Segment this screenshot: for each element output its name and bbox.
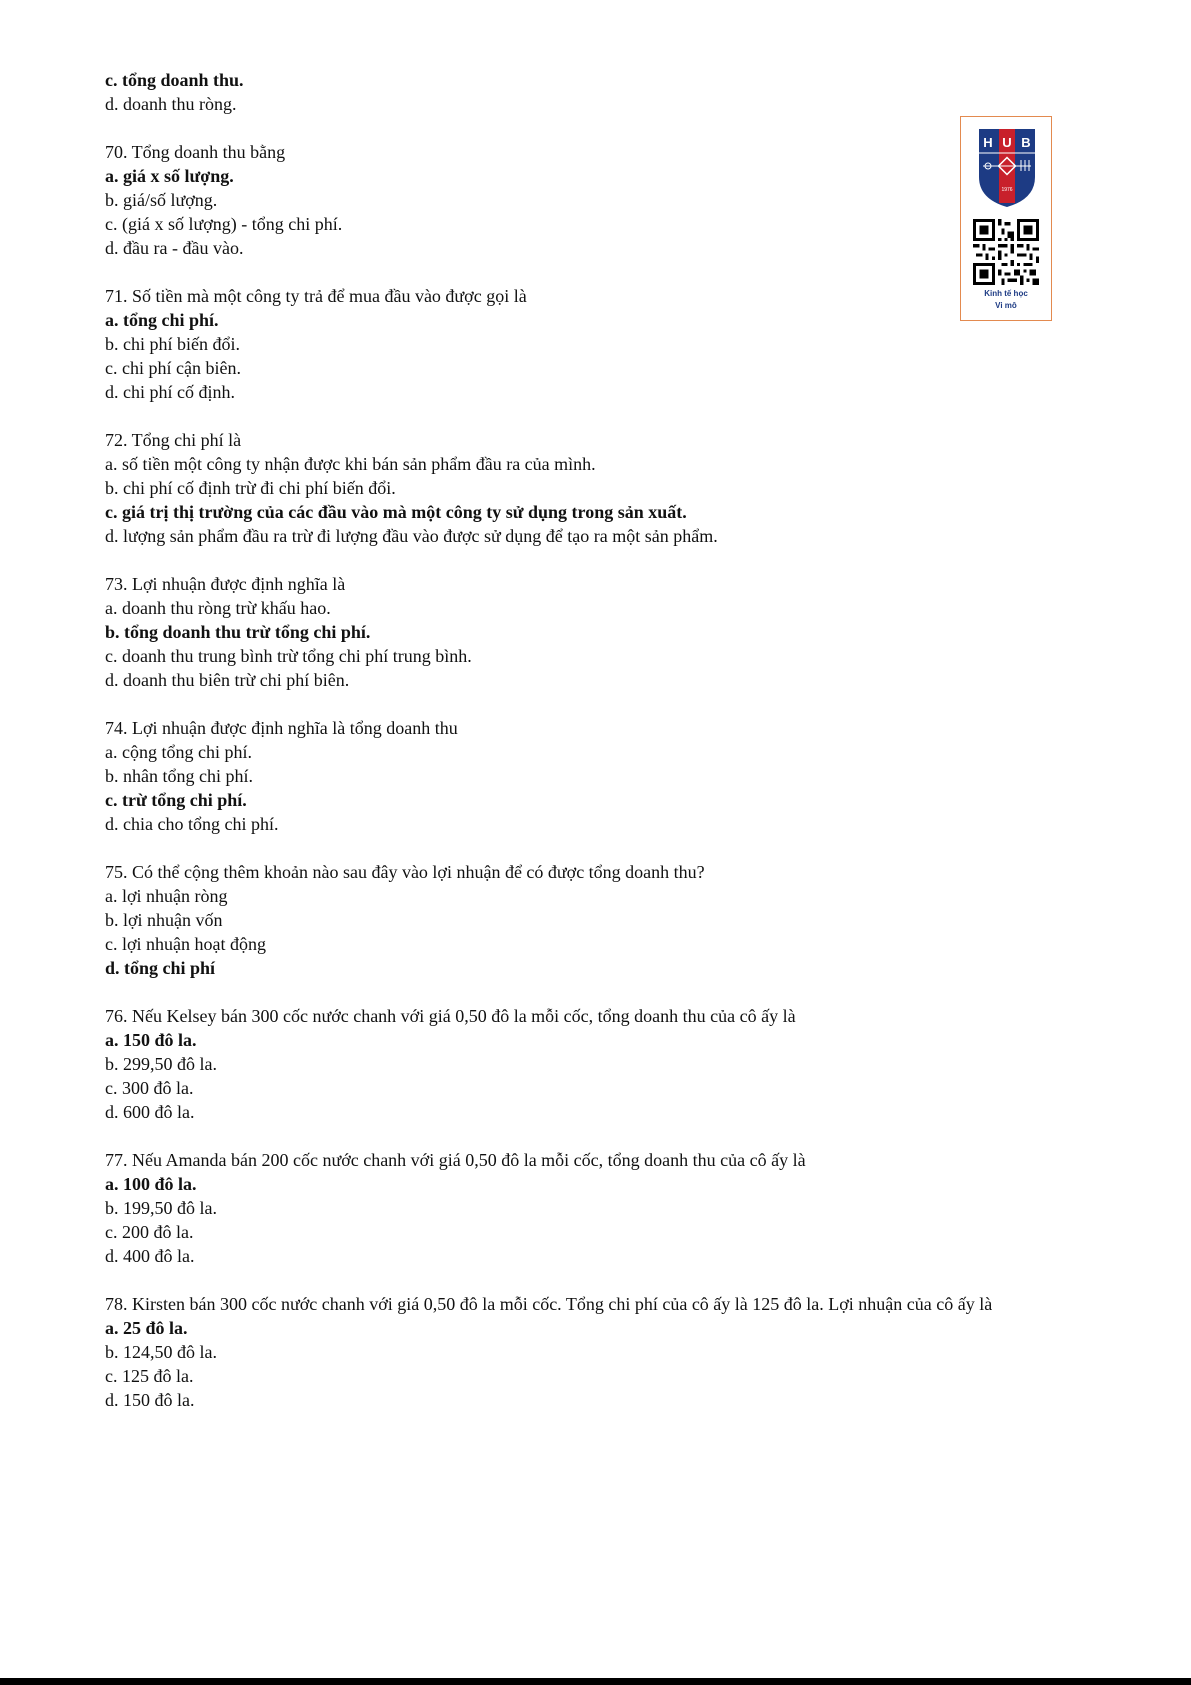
logo-letter-h: H <box>983 135 993 150</box>
q75-answer-b: b. lợi nhuận vốn <box>105 910 223 930</box>
q70-answer-c: c. (giá x số lượng) - tổng chi phí. <box>105 214 343 234</box>
q73-answer-a: a. doanh thu ròng trừ khấu hao. <box>105 598 331 618</box>
q77-answer-b: b. 199,50 đô la. <box>105 1198 217 1218</box>
question-78: 78. Kirsten bán 300 cốc nước chanh với giá 0,50 đô la mỗi cốc. Tổng chi phí của cô ấy là 125 đô la. Lợi nhuận của cô ấy là <box>105 1294 993 1314</box>
q71-answer-a-correct: a. tổng chi phí. <box>105 310 219 330</box>
qr-code-icon <box>973 219 1039 285</box>
question-76: 76. Nếu Kelsey bán 300 cốc nước chanh với giá 0,50 đô la mỗi cốc, tổng doanh thu của cô ấy là <box>105 1006 796 1026</box>
q78-answer-a-correct: a. 25 đô la. <box>105 1318 188 1338</box>
logo-caption-line1: Kinh tế học <box>984 289 1028 298</box>
q70-answer-a-correct: a. giá x số lượng. <box>105 166 234 186</box>
logo-letter-u: U <box>1002 135 1012 150</box>
q73-answer-d: d. doanh thu biên trừ chi phí biên. <box>105 670 350 690</box>
q74-answer-c-correct: c. trừ tổng chi phí. <box>105 790 247 810</box>
q72-answer-d: d. lượng sản phẩm đầu ra trừ đi lượng đầu vào được sử dụng để tạo ra một sản phẩm. <box>105 526 718 546</box>
q76-answer-c: c. 300 đô la. <box>105 1078 194 1098</box>
q77-answer-a-correct: a. 100 đô la. <box>105 1174 197 1194</box>
q70-answer-b: b. giá/số lượng. <box>105 190 218 210</box>
logo-caption-line2: Vi mô <box>995 301 1017 310</box>
q71-answer-d: d. chi phí cố định. <box>105 382 235 402</box>
q73-answer-b-correct: b. tổng doanh thu trừ tổng chi phí. <box>105 622 371 642</box>
question-71: 71. Số tiền mà một công ty trả để mua đầu vào được gọi là <box>105 286 527 306</box>
question-77: 77. Nếu Amanda bán 200 cốc nước chanh với giá 0,50 đô la mỗi cốc, tổng doanh thu của cô ấy là <box>105 1150 806 1170</box>
question-70: 70. Tổng doanh thu bằng <box>105 142 286 162</box>
q74-answer-a: a. cộng tổng chi phí. <box>105 742 252 762</box>
question-75: 75. Có thể cộng thêm khoản nào sau đây vào lợi nhuận để có được tổng doanh thu? <box>105 862 705 882</box>
q74-answer-d: d. chia cho tổng chi phí. <box>105 814 279 834</box>
q75-answer-d-correct: d. tổng chi phí <box>105 958 216 978</box>
logo-letter-b: B <box>1021 135 1031 150</box>
question-72: 72. Tổng chi phí là <box>105 430 242 450</box>
q76-answer-a-correct: a. 150 đô la. <box>105 1030 197 1050</box>
q71-answer-c: c. chi phí cận biên. <box>105 358 241 378</box>
q72-answer-b: b. chi phí cố định trừ đi chi phí biến đổi. <box>105 478 396 498</box>
q77-answer-c: c. 200 đô la. <box>105 1222 194 1242</box>
question-73: 73. Lợi nhuận được định nghĩa là <box>105 574 346 594</box>
page-bottom-border <box>0 1678 1191 1685</box>
q74-answer-b: b. nhân tổng chi phí. <box>105 766 253 786</box>
q76-answer-b: b. 299,50 đô la. <box>105 1054 217 1074</box>
q71-answer-b: b. chi phí biến đổi. <box>105 334 240 354</box>
q77-answer-d: d. 400 đô la. <box>105 1246 195 1266</box>
q75-answer-c: c. lợi nhuận hoạt động <box>105 934 266 954</box>
answer-d: d. doanh thu ròng. <box>105 94 237 114</box>
q72-answer-a: a. số tiền một công ty nhận được khi bán sản phẩm đầu ra của mình. <box>105 454 596 474</box>
q72-answer-c-correct: c. giá trị thị trường của các đầu vào mà một công ty sử dụng trong sản xuất. <box>105 502 687 522</box>
q73-answer-c: c. doanh thu trung bình trừ tổng chi phí trung bình. <box>105 646 472 666</box>
logo-year: 1976 <box>1001 187 1013 193</box>
q76-answer-d: d. 600 đô la. <box>105 1102 195 1122</box>
hub-shield-logo-icon <box>977 127 1037 209</box>
document-page <box>105 68 1105 1412</box>
hub-logo-card <box>960 116 1052 321</box>
q78-answer-d: d. 150 đô la. <box>105 1390 195 1410</box>
q75-answer-a: a. lợi nhuận ròng <box>105 886 228 906</box>
answer-c-correct: c. tổng doanh thu. <box>105 70 244 90</box>
question-74: 74. Lợi nhuận được định nghĩa là tổng doanh thu <box>105 718 458 738</box>
q78-answer-b: b. 124,50 đô la. <box>105 1342 217 1362</box>
q70-answer-d: d. đầu ra - đầu vào. <box>105 238 244 258</box>
q78-answer-c: c. 125 đô la. <box>105 1366 194 1386</box>
